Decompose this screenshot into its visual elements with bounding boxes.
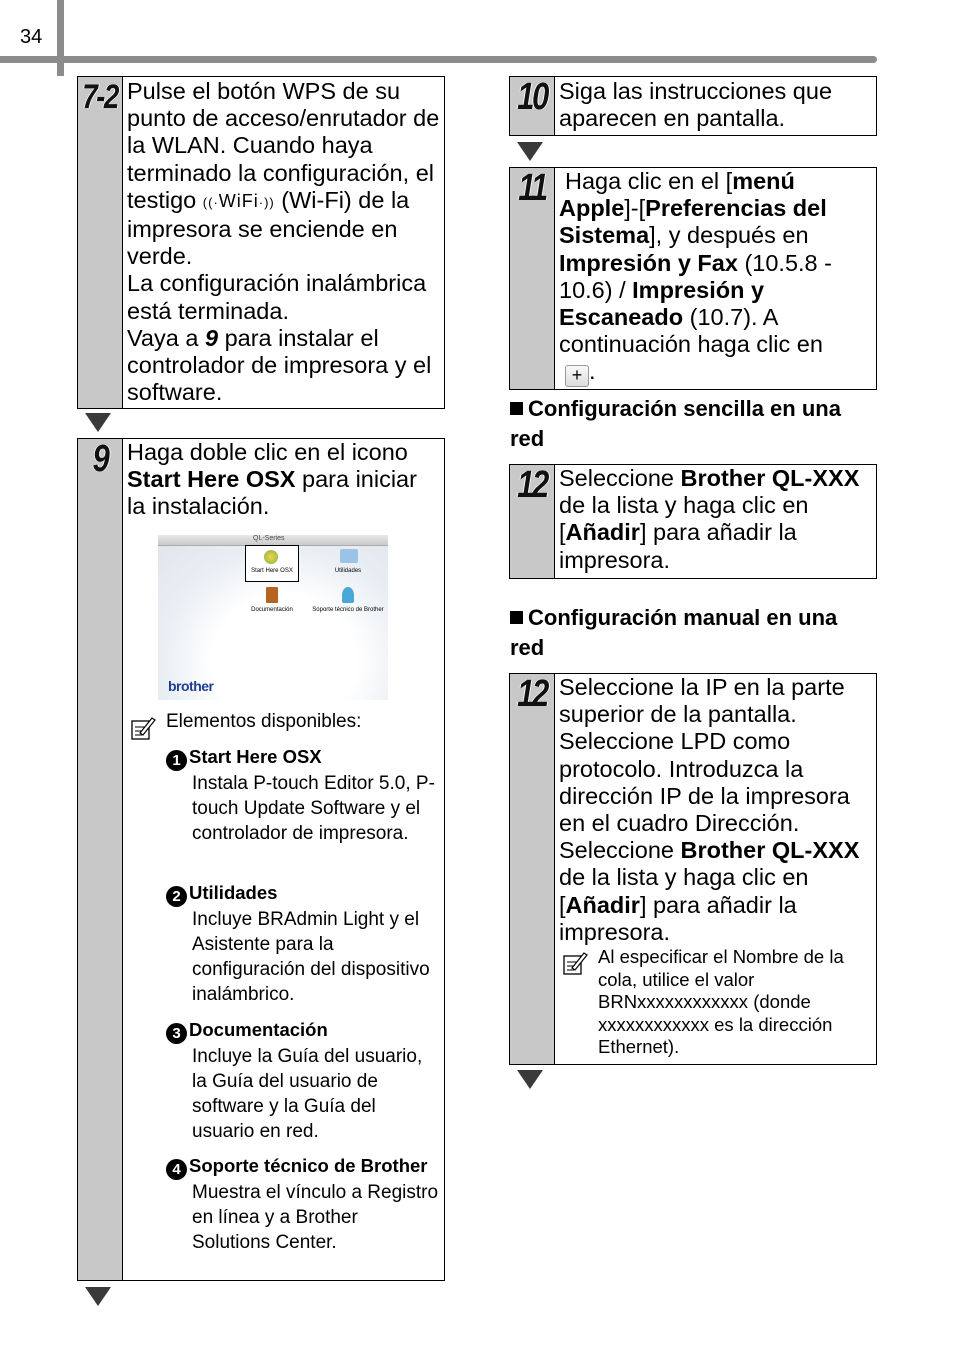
list-item: 3 Documentación Incluye la Guía del usuario, la Guía del usuario de software y la Guía del usuario en red. bbox=[166, 1017, 441, 1144]
step-11-text: Haga clic en el [menú Apple]-[Preferencias del Sistema], y después en Impresión y Fax (10.5.8 - 10.6) / Impresión y Escaneado (10.7). A continuación haga clic en + . bbox=[559, 168, 832, 386]
section-heading-simple: Configuración sencilla en una red bbox=[510, 396, 841, 451]
step-number-column bbox=[510, 674, 555, 1064]
list-item: 2 Utilidades Incluye BRAdmin Light y el Asistente para la configuración del dispositivo inalámbrico. bbox=[166, 880, 441, 1007]
page-number: 34 bbox=[20, 26, 43, 48]
step-number: 12 bbox=[517, 673, 547, 715]
step-12-manual-text: Seleccione la IP en la parte superior de la pantalla. Seleccione LPD como protocolo. Introduzca la dirección IP de la impresora en el cuadro Dirección. Seleccione Brother QL-XXX de la lista y haga clic en [Añadir] para añadir la impresora. bbox=[559, 674, 860, 945]
section-heading-manual: Configuración manual en una red bbox=[510, 605, 838, 660]
step-12-simple-box bbox=[509, 464, 877, 579]
square-bullet-icon bbox=[510, 402, 523, 415]
header-horizontal-bar bbox=[0, 56, 877, 63]
step-10-text: Siga las instrucciones que aparecen en pantalla. bbox=[559, 78, 833, 132]
down-arrow-icon bbox=[85, 413, 111, 432]
circled-number-3: 3 bbox=[166, 1023, 187, 1044]
start-here-osx-icon[interactable]: Start Here OSX bbox=[245, 545, 299, 582]
step-number: 7-2 bbox=[82, 78, 118, 116]
step-9-text: Haga doble clic en el icono Start Here OSX para iniciar la instalación. bbox=[127, 439, 417, 520]
step-number: 9 bbox=[92, 438, 108, 480]
soporte-tecnico-icon[interactable]: Soporte técnico de Brother bbox=[308, 587, 388, 617]
list-item: 1 Start Here OSX Instala P-touch Editor 5.0, P-touch Update Software y el controlador de impresora. bbox=[166, 744, 441, 846]
down-arrow-icon bbox=[85, 1287, 111, 1306]
list-item: 4 Soporte técnico de Brother Muestra el vínculo a Registro en línea y a Brother Solutions Center. bbox=[166, 1153, 441, 1255]
step-reference: 9 bbox=[204, 324, 219, 351]
header-vertical-bar bbox=[57, 0, 64, 76]
note-pencil-icon bbox=[130, 715, 156, 741]
step-9-box bbox=[77, 438, 445, 1281]
step-11-box bbox=[509, 167, 877, 390]
step-number: 12 bbox=[517, 464, 547, 506]
documentacion-icon[interactable]: Documentación bbox=[246, 587, 298, 617]
note-text: Al especificar el Nombre de la cola, utilice el valor BRNxxxxxxxxxxxx (donde xxxxxxxxxxxx es la dirección Ethernet). bbox=[598, 946, 844, 1057]
step-number-column bbox=[78, 77, 123, 408]
step-12-simple-text: Seleccione Brother QL-XXX de la lista y haga clic en [Añadir] para añadir la impresora. bbox=[559, 465, 860, 573]
wifi-indicator-icon: ((·WiFi·)) bbox=[202, 190, 275, 211]
window-titlebar: QL-Series bbox=[158, 535, 388, 546]
step-number: 10 bbox=[517, 76, 547, 118]
down-arrow-icon bbox=[517, 142, 543, 161]
add-plus-button-icon: + bbox=[565, 365, 589, 387]
circled-number-2: 2 bbox=[166, 886, 187, 907]
step-number: 11 bbox=[518, 167, 546, 209]
note-pencil-icon bbox=[562, 950, 588, 976]
utilidades-folder-icon[interactable]: Utilidades bbox=[328, 547, 368, 577]
installer-screenshot bbox=[158, 535, 388, 700]
brother-logo: brother bbox=[168, 678, 214, 694]
note-title: Elementos disponibles: bbox=[166, 711, 362, 732]
circled-number-1: 1 bbox=[166, 750, 187, 771]
down-arrow-icon bbox=[517, 1070, 543, 1089]
square-bullet-icon bbox=[510, 611, 523, 624]
step-12-manual-box bbox=[509, 673, 877, 1065]
step-7-2-box bbox=[77, 76, 445, 409]
circled-number-4: 4 bbox=[166, 1159, 187, 1180]
step-10-box bbox=[509, 76, 877, 136]
step-number-column bbox=[78, 439, 123, 1280]
step-7-2-text: Pulse el botón WPS de su punto de acceso/enrutador de la WLAN. Cuando haya terminado la configuración, el testigo ((·WiFi·)) (Wi-Fi) de la impresora se enciende en verde. La configuración inalámbrica está terminada. Vaya a 9 para instalar el controlador de impresora y el software. bbox=[127, 78, 440, 406]
